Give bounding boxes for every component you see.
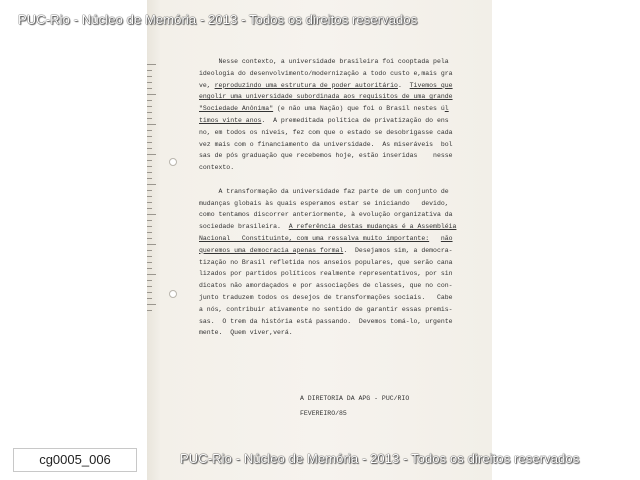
ruler-tick	[147, 202, 152, 203]
ruler-tick	[147, 214, 156, 215]
underlined-text: l	[444, 105, 449, 113]
ruler-tick	[147, 100, 152, 101]
text-segment: lizados por partidos políticos realmente representativos, por sin	[199, 270, 453, 278]
text-segment: mudanças globais às quais esperamos estar se iniciando devido,	[199, 199, 449, 207]
underlined-text: não	[440, 234, 453, 242]
ruler-tick	[147, 160, 152, 161]
text-line	[199, 268, 467, 280]
document-signature-block	[300, 391, 409, 421]
underlined-text: reproduzindo uma estrutura de poder autoritário	[214, 81, 398, 89]
text-segment: sas. O trem da história está passando. Devemos tomá-lo, urgente	[199, 317, 453, 325]
ruler-tick	[147, 238, 152, 239]
underlined-text: timos vinte anos	[199, 116, 262, 124]
text-line	[199, 150, 467, 162]
text-line	[199, 280, 467, 292]
text-segment: A transformação da universidade faz parte de um conjunto de	[199, 187, 449, 195]
text-line	[199, 304, 467, 316]
text-segment: sociedade brasileira.	[199, 223, 289, 231]
date-line: FEVEREIRO/85	[300, 410, 347, 417]
text-segment: junto traduzem todos os desejos de transformações sociais. Cabe	[199, 293, 453, 301]
ruler-tick	[147, 130, 152, 131]
punch-hole-bottom	[169, 290, 177, 298]
page-margin-ruler	[147, 64, 156, 314]
ruler-tick	[147, 274, 156, 275]
text-line	[199, 68, 467, 80]
punch-hole-top	[169, 158, 177, 166]
text-segment: Nesse contexto, a universidade brasileira foi cooptada pela	[199, 58, 449, 65]
document-id-label: cg0005_006	[13, 448, 137, 472]
text-line	[199, 221, 467, 233]
ruler-tick	[147, 106, 152, 107]
text-segment: .	[397, 81, 410, 89]
text-line	[199, 91, 467, 103]
text-line	[199, 257, 467, 269]
text-line	[199, 327, 467, 339]
text-segment: vez mais com o financiamento da universidade. As miseráveis bol	[199, 140, 453, 148]
ruler-tick	[147, 256, 152, 257]
ruler-tick	[147, 94, 156, 95]
text-line	[199, 292, 467, 304]
text-segment: . A premeditada política de privatização do ens	[261, 116, 449, 124]
text-segment: a nós, contribuir ativamente no sentido de garantir essas premis-	[199, 305, 453, 313]
underlined-text: Nacional Constituinte, com uma ressalva muito importante:	[199, 234, 430, 242]
paragraph-gap	[199, 174, 467, 186]
text-segment: dicatos não amordaçados e por associações de classes, que no con-	[199, 282, 453, 290]
ruler-tick	[147, 70, 152, 71]
text-segment: contexto.	[199, 164, 235, 172]
underlined-text: Tivemos que	[409, 81, 453, 89]
text-segment	[429, 235, 441, 242]
text-line	[199, 127, 467, 139]
underlined-text: queremos uma democracia apenas formal	[199, 246, 344, 254]
ruler-tick	[147, 142, 152, 143]
text-line	[199, 316, 467, 328]
ruler-tick	[147, 220, 152, 221]
text-line	[199, 198, 467, 210]
ruler-tick	[147, 172, 152, 173]
text-line	[199, 245, 467, 257]
ruler-tick	[147, 262, 152, 263]
document-body-text	[199, 56, 467, 339]
ruler-tick	[147, 304, 156, 305]
text-segment: . Desejamos sim, a democra-	[343, 246, 453, 254]
text-line	[199, 233, 467, 245]
text-line	[199, 103, 467, 115]
ruler-tick	[147, 250, 152, 251]
ruler-tick	[147, 190, 152, 191]
text-line	[199, 80, 467, 92]
ruler-tick	[147, 112, 152, 113]
text-segment: ideologia do desenvolvimento/modernização a todo custo e,mais gra	[199, 69, 453, 77]
ruler-tick	[147, 292, 152, 293]
ruler-tick	[147, 124, 156, 125]
ruler-tick	[147, 208, 152, 209]
ruler-tick	[147, 280, 152, 281]
watermark-bottom: PUC-Rio - Núcleo de Memória - 2013 - Todos os direitos reservados	[180, 451, 580, 466]
ruler-tick	[147, 232, 152, 233]
ruler-tick	[147, 148, 152, 149]
text-segment: mente. Quem viver,verá.	[199, 329, 293, 337]
ruler-tick	[147, 154, 156, 155]
signature-line: A DIRETORIA DA APG - PUC/RIO	[300, 395, 410, 402]
ruler-tick	[147, 64, 156, 65]
text-line	[199, 56, 467, 68]
ruler-tick	[147, 286, 152, 287]
ruler-tick	[147, 298, 152, 299]
text-line	[199, 209, 467, 221]
ruler-tick	[147, 196, 152, 197]
ruler-tick	[147, 268, 152, 269]
underlined-text: A referência destas mudanças é a Assembléia	[288, 223, 457, 231]
ruler-tick	[147, 244, 156, 245]
watermark-top: PUC-Rio - Núcleo de Memória - 2013 - Todos os direitos reservados	[18, 12, 418, 27]
text-segment: ve,	[199, 81, 215, 89]
text-segment: tização no Brasil refletida nos anseios populares, que serão cana	[199, 258, 453, 266]
ruler-tick	[147, 76, 152, 77]
text-line	[199, 162, 467, 174]
text-segment: sas de pós graduação que recebemos hoje, estão inseridas nesse	[199, 152, 453, 160]
text-segment: (e não uma Nação) que foi o Brasil nestes ú	[273, 105, 445, 113]
ruler-tick	[147, 178, 152, 179]
ruler-tick	[147, 310, 152, 311]
text-line	[199, 186, 467, 198]
text-segment: como tentamos discorrer anteriormente, à evolução organizativa da	[199, 211, 453, 219]
text-line	[199, 139, 467, 151]
text-line	[199, 115, 467, 127]
ruler-tick	[147, 88, 152, 89]
ruler-tick	[147, 82, 152, 83]
ruler-tick	[147, 118, 152, 119]
underlined-text: engolir uma universidade subordinada aos requisitos de uma grande	[199, 93, 453, 101]
ruler-tick	[147, 166, 152, 167]
underlined-text: "Sociedade Anônima"	[199, 105, 274, 113]
text-segment: no, em todos os níveis, fez com que o estado se desobrigasse cada	[199, 128, 453, 136]
ruler-tick	[147, 184, 156, 185]
ruler-tick	[147, 226, 152, 227]
ruler-tick	[147, 136, 152, 137]
